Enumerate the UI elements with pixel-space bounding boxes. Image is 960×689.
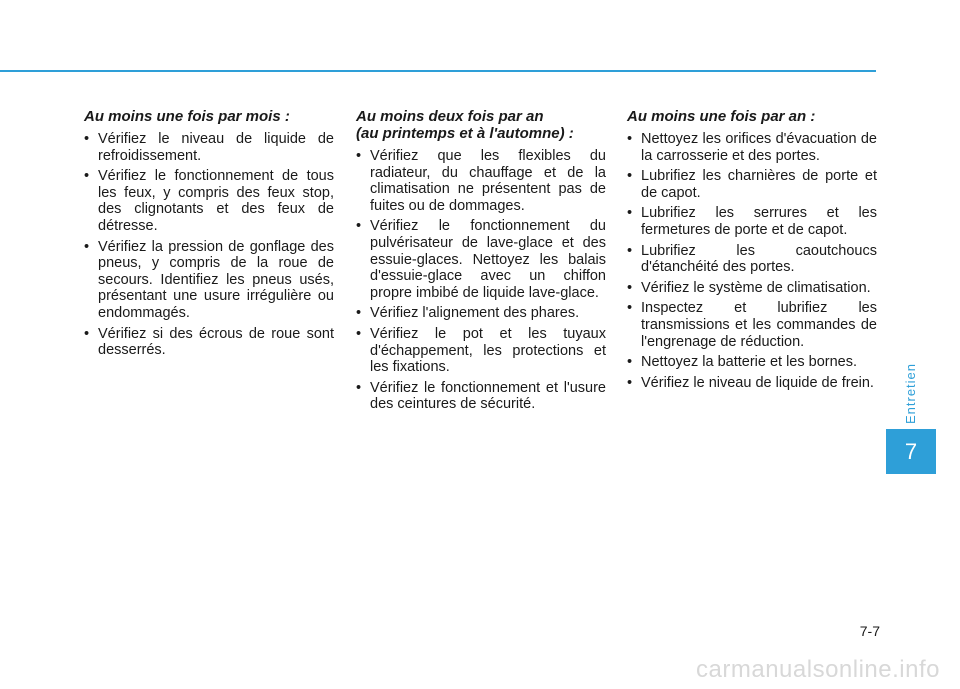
section-yearly [627,108,877,395]
list-item: • Vérifiez le niveau de liquide de frein. [627,375,877,392]
list-item: • Lubrifiez les charnières de porte et de capot. [627,168,877,201]
section-twice-yearly [356,108,606,417]
list-item: • Nettoyez la batterie et les bornes. [627,354,877,371]
list-item: • Vérifiez la pression de gonflage des pneus, y compris de la roue de secours. Identifiez les pneus usés, présentant une usure irrégulière ou endommagés. [84,239,334,322]
bullet-list [627,131,877,391]
list-item: • Lubrifiez les caoutchoucs d'étanchéité des portes. [627,243,877,276]
list-item: • Vérifiez le fonctionnement et l'usure des ceintures de sécurité. [356,380,606,413]
chapter-tab: 7 [886,429,936,474]
list-item: • Vérifiez l'alignement des phares. [356,305,606,322]
header-rule [0,70,876,72]
chapter-title: Entretien [903,362,919,424]
list-item: • Vérifiez le fonctionnement de tous les feux, y compris des feux stop, des clignotants et des feux de détresse. [84,168,334,234]
watermark: carmanualsonline.info [696,656,940,683]
list-item: • Vérifiez que les flexibles du radiateur, du chauffage et de la climatisation ne présentent pas de fuites ou de dommages. [356,148,606,214]
section-heading: Au moins deux fois par an (au printemps et à l'automne) : [356,108,574,142]
page-number: 7-7 [859,623,880,639]
list-item: • Lubrifiez les serrures et les fermetures de porte et de capot. [627,205,877,238]
chapter-side-label [886,358,936,428]
section-heading: Au moins une fois par an : [627,108,816,125]
list-item: • Inspectez et lubrifiez les transmissions et les commandes de l'engrenage de réduction. [627,300,877,350]
list-item: • Nettoyez les orifices d'évacuation de la carrosserie et des portes. [627,131,877,164]
list-item: • Vérifiez si des écrous de roue sont desserrés. [84,326,334,359]
list-item: • Vérifiez le système de climatisation. [627,280,877,297]
bullet-list [84,131,334,359]
list-item: • Vérifiez le pot et les tuyaux d'échappement, les protections et les fixations. [356,326,606,376]
list-item: • Vérifiez le fonctionnement du pulvérisateur de lave-glace et des essuie-glaces. Nettoyez les balais d'essuie-glace avec un chiffon propre imbibé de liquide lave-glace. [356,218,606,301]
section-monthly [84,108,334,363]
section-heading: Au moins une fois par mois : [84,108,290,125]
list-item: • Vérifiez le niveau de liquide de refroidissement. [84,131,334,164]
bullet-list [356,148,606,413]
